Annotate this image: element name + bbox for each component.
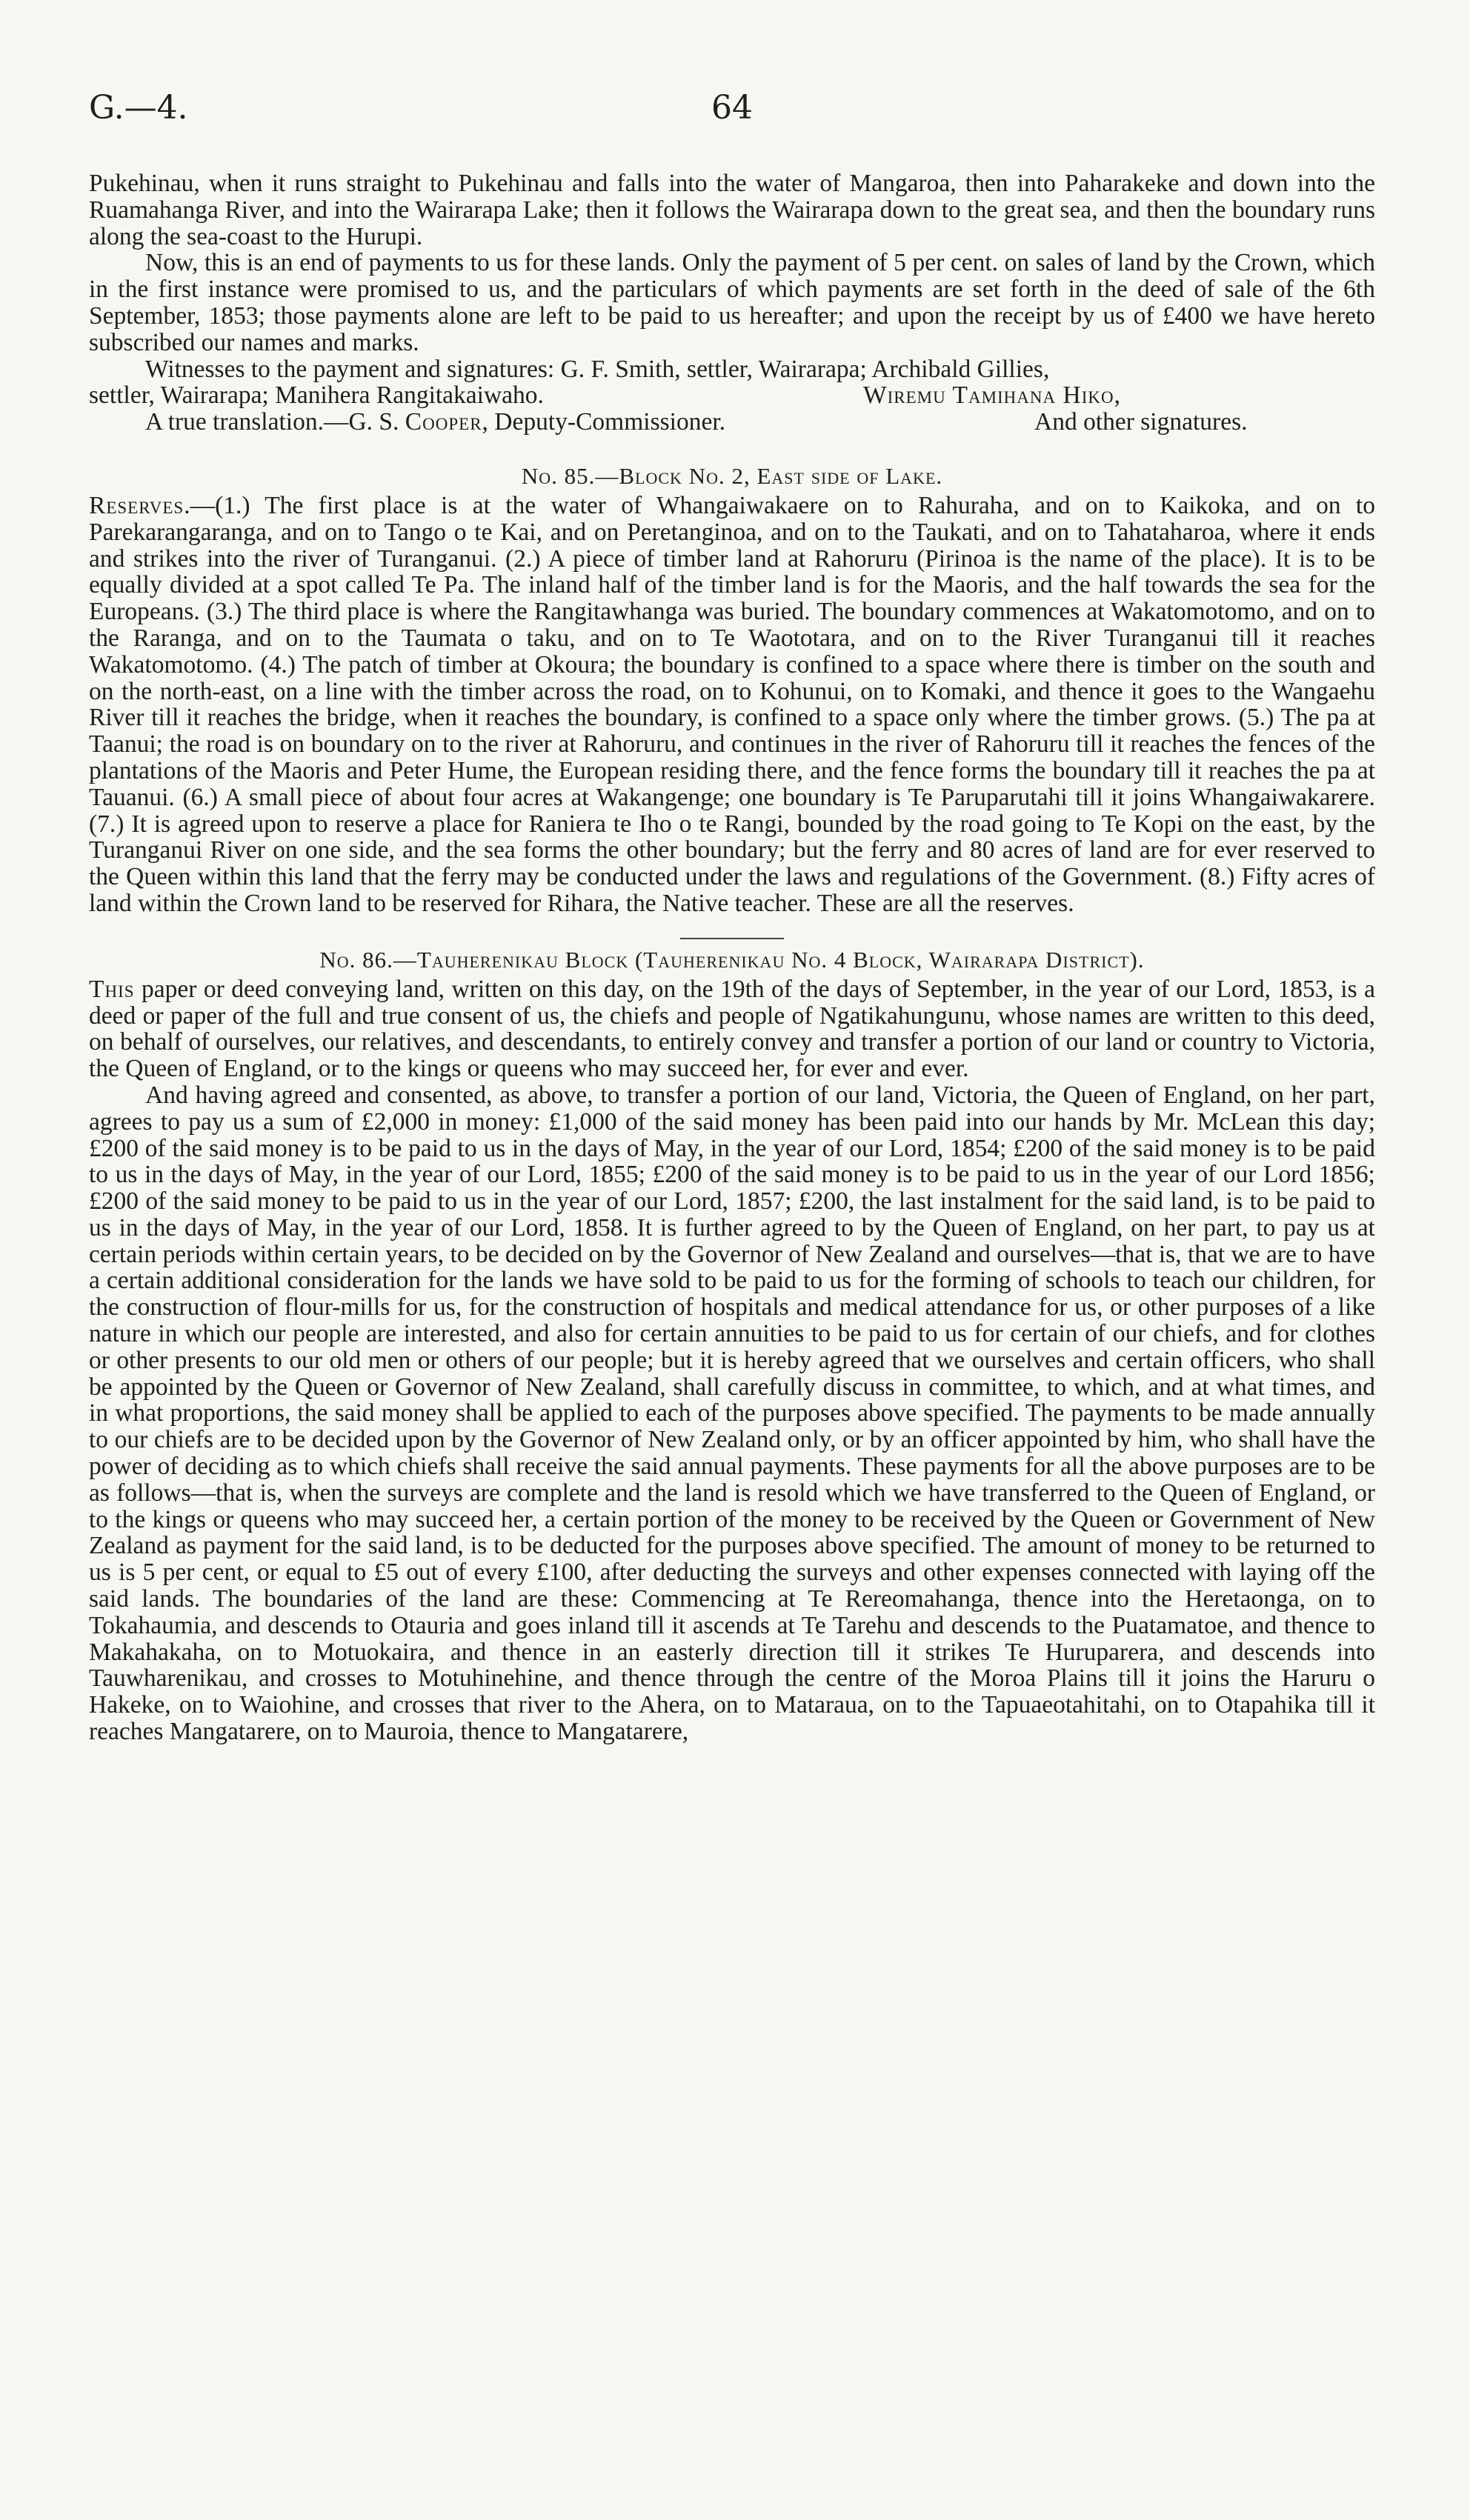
paragraph-boundary-end: Pukehinau, when it runs straight to Pukehinau and falls into the water of Mangaroa, then into Paharakeke and down into the Ruamahanga River, and into the Wairarapa Lake; then it follows the Wairarapa down to the great sea, and then the boundary runs along the sea-coast to the Hurupi. [89,170,1375,250]
signature-line-1 [89,382,1375,409]
deed-intro-body: paper or deed conveying land, written on this day, on the 19th of the days of September, in the year of our Lord, 1853, is a deed or paper of the full and true consent of us, the chiefs and people of Ngatikahungunu, whose names are written to this deed, on behalf of ourselves, our relatives, and descendants, to entirely convey and transfer a portion of our land or country to Victoria, the Queen of England, or to the kings or queens who may succeed her, for ever and ever. [89,975,1375,1083]
page-number: 64 [711,89,753,127]
section-heading-no86: No. 86.—Tauherenikau Block (Tauherenikau No. 4 Block, Wairarapa District). [319,946,1145,973]
section-divider [680,938,784,939]
witness-continuation: settler, Wairarapa; Manihera Rangitakaiwaho. [89,381,544,410]
signature-line-2 [89,409,1375,436]
paragraph-reserves [89,493,1375,917]
reserves-body: .—(1.) The first place is at the water of Whangaiwakaere on to Rahuraha, and on to Kaikoka, and on to Parekarangaranga, and on to Tango o te Kai, and on Peretanginoa, and on to the Taukati, and on to Tahataharoa, where it ends and strikes into the river of Turanganui. (2.) A piece of timber land at Rahoruru (Pirinoa is the name of the place). It is to be equally divided at a spot called Te Pa. The inland half of the timber land is for the Maoris, and the half towards the sea for the Europeans. (3.) The third place is where the Rangitawhanga was buried. The boundary commences at Wakatomotomo, and on to the Raranga, and on to the Taumata o taku, and on to Te Waototara, and on to the River Turanganui till it reaches Wakatomotomo. (4.) The patch of timber at Okoura; the boundary is confined to a space where there is timber on the south and on the north-east, on a line with the timber across the road, on to Kohunui, on to Komaki, and thence it goes to the Wangaehu River till it reaches the bridge, when it reaches the boundary, is confined to a space only where the timber grows. (5.) The pa at Taanui; the road is on boundary on to the river at Rahoruru, and continues in the river of Rahoruru till it reaches the fences of the plantations of the Maoris and Peter Hume, the European residing there, and the fence forms the boundary till it reaches the pa at Tauanui. (6.) A small piece of about four acres at Wakangenge; one boundary is Te Paruparutahi till it joins Whangaiwakarere. (7.) It is agreed upon to reserve a place for Raniera te Iho o te Rangi, bounded by the road going to Te Kopi on the east, by the Turanganui River on one side, and the sea forms the other boundary; but the ferry and 80 acres of land are for ever reserved to the Queen within this land that the ferry may be conducted under the laws and regulations of the Government. (8.) Fifty acres of land within the Crown land to be reserved for Rihara, the Native teacher. These are all the reserves. [89,491,1375,917]
reserves-lead: Reserves [89,491,184,519]
paper-code: G.—4. [89,89,188,127]
paragraph-deed-terms: And having agreed and consented, as above, to transfer a portion of our land, Victoria, the Queen of England, on her part, agrees to pay us a sum of £2,000 in money: £1,000 of the said money has been paid into our hands by Mr. McLean this day; £200 of the said money is to be paid to us in the days of May, in the year of our Lord, 1854; £200 of the said money is to be paid to us in the days of May, in the year of our Lord, 1855; £200 of the said money is to be paid to us in the year of our Lord 1856; £200 of the said money to be paid to us in the year of our Lord, 1857; £200, the last instalment for the said land, is to be paid to us in the days of May, in the year of our Lord, 1858. It is further agreed to by the Queen of England, on her part, to pay us at certain periods within certain years, to be decided on by the Governor of New Zealand and ourselves—that is, that we are to have a certain additional consideration for the lands we have sold to be paid to us for the forming of schools to teach our children, for the construction of flour-mills for us, for the construction of hospitals and medical attendance for us, or other purposes of a like nature in which our people are interested, and also for certain annuities to be paid to us for certain of our chiefs, and for clothes or other presents to our old men or others of our people; but it is hereby agreed that we ourselves and certain officers, who shall be appointed by the Queen or Governor of New Zealand, shall carefully discuss in committee, to which, and at what times, and in what proportions, the said money shall be applied to each of the purposes above specified. The payments to be made annually to our chiefs are to be decided upon by the Governor of New Zealand only, or by an officer appointed by him, who shall have the power of deciding as to which chiefs shall receive the said annual payments. These payments for all the above purposes are to be as follows—that is, when the surveys are complete and the land is resold which we have transferred to the Queen of England, or to the kings or queens who may succeed her, a certain portion of the money to be received by the Queen or Government of New Zealand as payment for the said land, is to be deducted for the purposes above specified. The amount of money to be returned to us is 5 per cent, or equal to £5 out of every £100, after deducting the surveys and other expenses connected with laying off the said lands. The boundaries of the land are these: Commencing at Te Rereomahanga, thence into the Heretaonga, on to Tokahaumia, and descends to Otauria and goes inland till it ascends at Te Tarehu and descends to the Puatamatoe, and thence to Makahakaha, on to Motuokaira, and thence in an easterly direction till it strikes Te Huruparera, and descends into Tauwharenikau, and crosses to Motuhinehine, and thence through the centre of the Moroa Plains till it joins the Haruru o Hakeke, on to Waiohine, and crosses that river to the Ahera, on to Mataraua, on to the Tapuaeotahitahi, on to Otapahika till it reaches Mangatarere, on to Mauroia, thence to Mangatarere, [89,1081,1375,1746]
paragraph-witnesses: Witnesses to the payment and signatures: G. F. Smith, settler, Wairarapa; Archibald Gillies, [145,355,1050,383]
deed-lead: This [89,975,135,1003]
paragraph-payments-end: Now, this is an end of payments to us for these lands. Only the payment of 5 per cent. on sales of land by the Crown, which in the first instance were promised to us, and the particulars of which payments are set forth in the deed of sale of the 6th September, 1853; those payments alone are left to be paid to us hereafter; and upon the receipt by us of £400 we have hereto subscribed our names and marks. [89,249,1375,356]
translator-name: Cooper [405,408,482,436]
running-header [89,81,1375,133]
paragraph-deed-intro [89,976,1375,1082]
signatory-name: Wiremu Tamihana Hiko, [863,381,1121,410]
translation-attestation: A true translation.—G. S. Cooper, Deputy-Commissioner. [145,408,726,436]
other-signatures: And other signatures. [1034,408,1248,436]
section-heading-no85: No. 85.—Block No. 2, East side of Lake. [521,462,943,489]
